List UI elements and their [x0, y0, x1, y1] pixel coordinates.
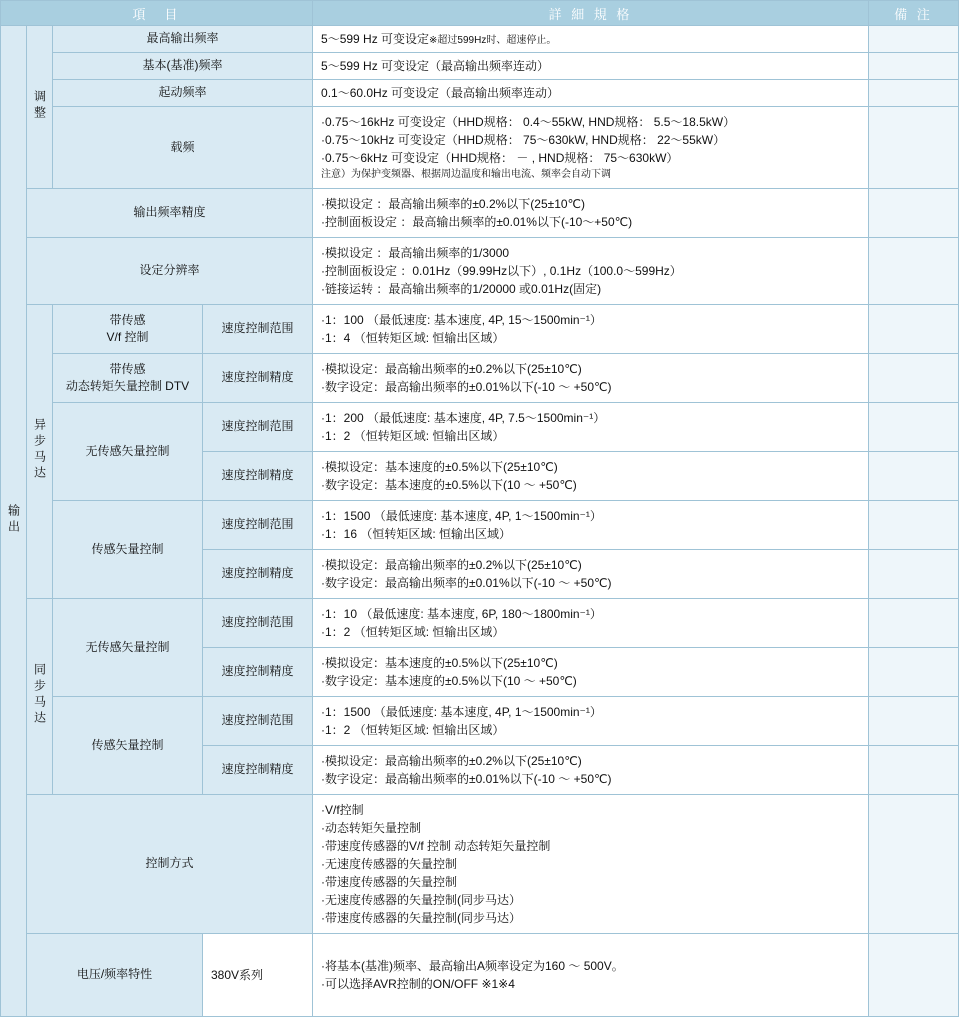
sub-label-speed-range: 速度控制范围	[203, 599, 313, 648]
row-label-start-freq: 起动频率	[53, 80, 313, 107]
remark-cell	[869, 238, 959, 305]
sub-label-speed-accuracy: 速度控制精度	[203, 648, 313, 697]
row-label-resolution: 设定分辨率	[27, 238, 313, 305]
group-output: 输出	[1, 26, 27, 1017]
accuracy-line-2: ·数字设定：基本速度的±0.5%以下(10 ～ +50℃)	[321, 674, 577, 688]
sub-label-speed-range: 速度控制范围	[203, 501, 313, 550]
control-mode-line-6: ·无速度传感器的矢量控制(同步马达）	[321, 893, 522, 907]
spec-async-dtv-accuracy	[313, 354, 869, 403]
range-line-2: ·1：16 （恒转矩区域: 恒输出区域）	[321, 527, 512, 541]
table-row	[1, 26, 959, 53]
header-item: 項 目	[1, 1, 313, 26]
async-vf-label-2: V/f 控制	[106, 330, 149, 344]
spec-max-out-freq	[313, 26, 869, 53]
accuracy-line-2: ·控制面板设定 ：最高输出频率的±0.01%以下(-10～+50℃)	[321, 215, 633, 229]
remark-cell	[869, 452, 959, 501]
spec-async-sensorless-range	[313, 403, 869, 452]
spec-control-mode	[313, 795, 869, 934]
spec-sync-sensorless-accuracy	[313, 648, 869, 697]
table-row	[1, 305, 959, 354]
spec-sync-sensorless-range	[313, 599, 869, 648]
table-row	[1, 403, 959, 452]
sub-label-speed-range: 速度控制范围	[203, 403, 313, 452]
range-line-1: ·1：1500 （最低速度: 基本速度, 4P, 1～1500min⁻¹）	[321, 705, 602, 719]
spec-carrier	[313, 107, 869, 189]
header-spec: 詳 細 規 格	[313, 1, 869, 26]
sub-label-speed-accuracy: 速度控制精度	[203, 354, 313, 403]
voltage-freq-line-2: ·可以选择AVR控制的ON/OFF ※1※4	[321, 977, 515, 991]
spec-async-sensorless-accuracy	[313, 452, 869, 501]
remark-cell	[869, 305, 959, 354]
row-label-base-freq: 基本(基准)频率	[53, 53, 313, 80]
table-row	[1, 189, 959, 238]
remark-cell	[869, 934, 959, 1017]
row-label-control-mode: 控制方式	[27, 795, 313, 934]
range-line-1: ·1：10 （最低速度: 基本速度, 6P, 180～1800min⁻¹）	[321, 607, 602, 621]
sub-label-speed-range: 速度控制范围	[203, 697, 313, 746]
table-row	[1, 795, 959, 934]
table-row	[1, 107, 959, 189]
accuracy-line-1: ·模拟设定 ：最高输出频率的±0.2%以下(25±10℃)	[321, 197, 586, 211]
carrier-line-1: ·0.75～16kHz 可变设定（HHD规格： 0.4～55kW, HND规格： 5.5～18.5kW）	[321, 115, 736, 129]
carrier-line-3: ·0.75～6kHz 可变设定（HHD规格： － , HND规格： 75～630kW）	[321, 151, 679, 165]
table-row	[1, 354, 959, 403]
spec-async-sensor-accuracy	[313, 550, 869, 599]
accuracy-line-2: ·数字设定：基本速度的±0.5%以下(10 ～ +50℃)	[321, 478, 577, 492]
row-label-async-vf	[53, 305, 203, 354]
group-adjust: 调整	[27, 26, 53, 189]
async-dtv-label-1: 带传感	[109, 361, 146, 376]
remark-cell	[869, 599, 959, 648]
remark-cell	[869, 189, 959, 238]
carrier-note: 注意）为保护变频器、根据周边温度和输出电流、频率会自动下调	[321, 169, 612, 180]
accuracy-line-2: ·数字设定：最高输出频率的±0.01%以下(-10 ～ +50℃)	[321, 380, 612, 394]
sub-label-speed-accuracy: 速度控制精度	[203, 550, 313, 599]
remark-cell	[869, 403, 959, 452]
group-sync-motor: 同步马达	[27, 599, 53, 795]
spec-sync-sensor-accuracy	[313, 746, 869, 795]
resolution-line-1: ·模拟设定 ：最高输出频率的1/3000	[321, 246, 510, 260]
remark-cell	[869, 354, 959, 403]
spec-async-vf-range	[313, 305, 869, 354]
row-label-carrier: 载频	[53, 107, 313, 189]
spec-text: 5～599 Hz 可变设定	[321, 32, 430, 46]
remark-cell	[869, 648, 959, 697]
voltage-freq-series: 380V系列	[203, 934, 313, 1017]
remark-cell	[869, 795, 959, 934]
sub-label-speed-range: 速度控制范围	[203, 305, 313, 354]
accuracy-line-1: ·模拟设定：最高输出频率的±0.2%以下(25±10℃)	[321, 558, 582, 572]
control-mode-line-7: ·带速度传感器的矢量控制(同步马达）	[321, 911, 522, 925]
sub-label-speed-accuracy: 速度控制精度	[203, 452, 313, 501]
row-label-out-freq-accuracy: 输出频率精度	[27, 189, 313, 238]
accuracy-line-2: ·数字设定：最高输出频率的±0.01%以下(-10 ～ +50℃)	[321, 576, 612, 590]
async-vf-label-1: 带传感	[109, 312, 146, 327]
range-line-2: ·1：2 （恒转矩区域: 恒输出区域）	[321, 429, 505, 443]
header-remark: 備 注	[869, 1, 959, 26]
control-mode-line-1: ·V/f控制	[321, 803, 364, 817]
row-label-sync-sensorless: 无传感矢量控制	[53, 599, 203, 697]
remark-cell	[869, 746, 959, 795]
range-line-2: ·1：2 （恒转矩区域: 恒输出区域）	[321, 625, 505, 639]
control-mode-line-5: ·带速度传感器的矢量控制	[321, 875, 458, 889]
range-line-2: ·1：2 （恒转矩区域: 恒输出区域）	[321, 723, 505, 737]
table-row	[1, 501, 959, 550]
accuracy-line-1: ·模拟设定：最高输出频率的±0.2%以下(25±10℃)	[321, 362, 582, 376]
control-mode-line-3: ·带速度传感器的V/f 控制 动态转矩矢量控制	[321, 839, 551, 853]
spec-resolution	[313, 238, 869, 305]
range-line-1: ·1：100 （最低速度: 基本速度, 4P, 15～1500min⁻¹）	[321, 313, 602, 327]
remark-cell	[869, 80, 959, 107]
row-label-async-sensorless: 无传感矢量控制	[53, 403, 203, 501]
spec-async-sensor-range	[313, 501, 869, 550]
carrier-line-2: ·0.75～10kHz 可变设定（HHD规格： 75～630kW, HND规格： 22～55kW）	[321, 133, 726, 147]
group-async-motor: 异步马达	[27, 305, 53, 599]
range-line-1: ·1：1500 （最低速度: 基本速度, 4P, 1～1500min⁻¹）	[321, 509, 602, 523]
table-row	[1, 697, 959, 746]
remark-cell	[869, 53, 959, 80]
sub-label-speed-accuracy: 速度控制精度	[203, 746, 313, 795]
row-label-voltage-freq: 电压/频率特性	[27, 934, 203, 1017]
table-row	[1, 238, 959, 305]
remark-cell	[869, 697, 959, 746]
resolution-line-2: ·控制面板设定 ：0.01Hz（99.99Hz以下）, 0.1Hz（100.0～599Hz）	[321, 264, 682, 278]
control-mode-line-4: ·无速度传感器的矢量控制	[321, 857, 458, 871]
row-label-max-out-freq: 最高输出频率	[53, 26, 313, 53]
range-line-1: ·1：200 （最低速度: 基本速度, 4P, 7.5～1500min⁻¹）	[321, 411, 606, 425]
accuracy-line-1: ·模拟设定：基本速度的±0.5%以下(25±10℃)	[321, 460, 558, 474]
remark-cell	[869, 550, 959, 599]
spec-start-freq: 0.1～60.0Hz 可变设定（最高输出频率连动）	[313, 80, 869, 107]
row-label-async-sensor: 传感矢量控制	[53, 501, 203, 599]
accuracy-line-1: ·模拟设定：最高输出频率的±0.2%以下(25±10℃)	[321, 754, 582, 768]
async-dtv-label-2: 动态转矩矢量控制 DTV	[65, 379, 190, 393]
spec-voltage-freq	[313, 934, 869, 1017]
table-row	[1, 934, 959, 1017]
accuracy-line-1: ·模拟设定：基本速度的±0.5%以下(25±10℃)	[321, 656, 558, 670]
control-mode-line-2: ·动态转矩矢量控制	[321, 821, 422, 835]
voltage-freq-line-1: ·将基本(基准)频率、最高输出A频率设定为160 ～ 500V。	[321, 959, 624, 973]
table-header-row	[1, 1, 959, 26]
table-row	[1, 80, 959, 107]
spec-base-freq: 5～599 Hz 可变设定（最高输出频率连动）	[313, 53, 869, 80]
remark-cell	[869, 26, 959, 53]
row-label-async-dtv	[53, 354, 203, 403]
accuracy-line-2: ·数字设定：最高输出频率的±0.01%以下(-10 ～ +50℃)	[321, 772, 612, 786]
spec-note: ※超过599Hz时、超速停止。	[429, 35, 557, 46]
spec-sync-sensor-range	[313, 697, 869, 746]
range-line-2: ·1：4 （恒转矩区域: 恒输出区域）	[321, 331, 505, 345]
row-label-sync-sensor: 传感矢量控制	[53, 697, 203, 795]
remark-cell	[869, 501, 959, 550]
resolution-line-3: ·链接运转 ：最高输出频率的1/20000 或0.01Hz(固定)	[321, 282, 602, 296]
remark-cell	[869, 107, 959, 189]
table-row	[1, 53, 959, 80]
spec-out-freq-accuracy	[313, 189, 869, 238]
table-row	[1, 599, 959, 648]
